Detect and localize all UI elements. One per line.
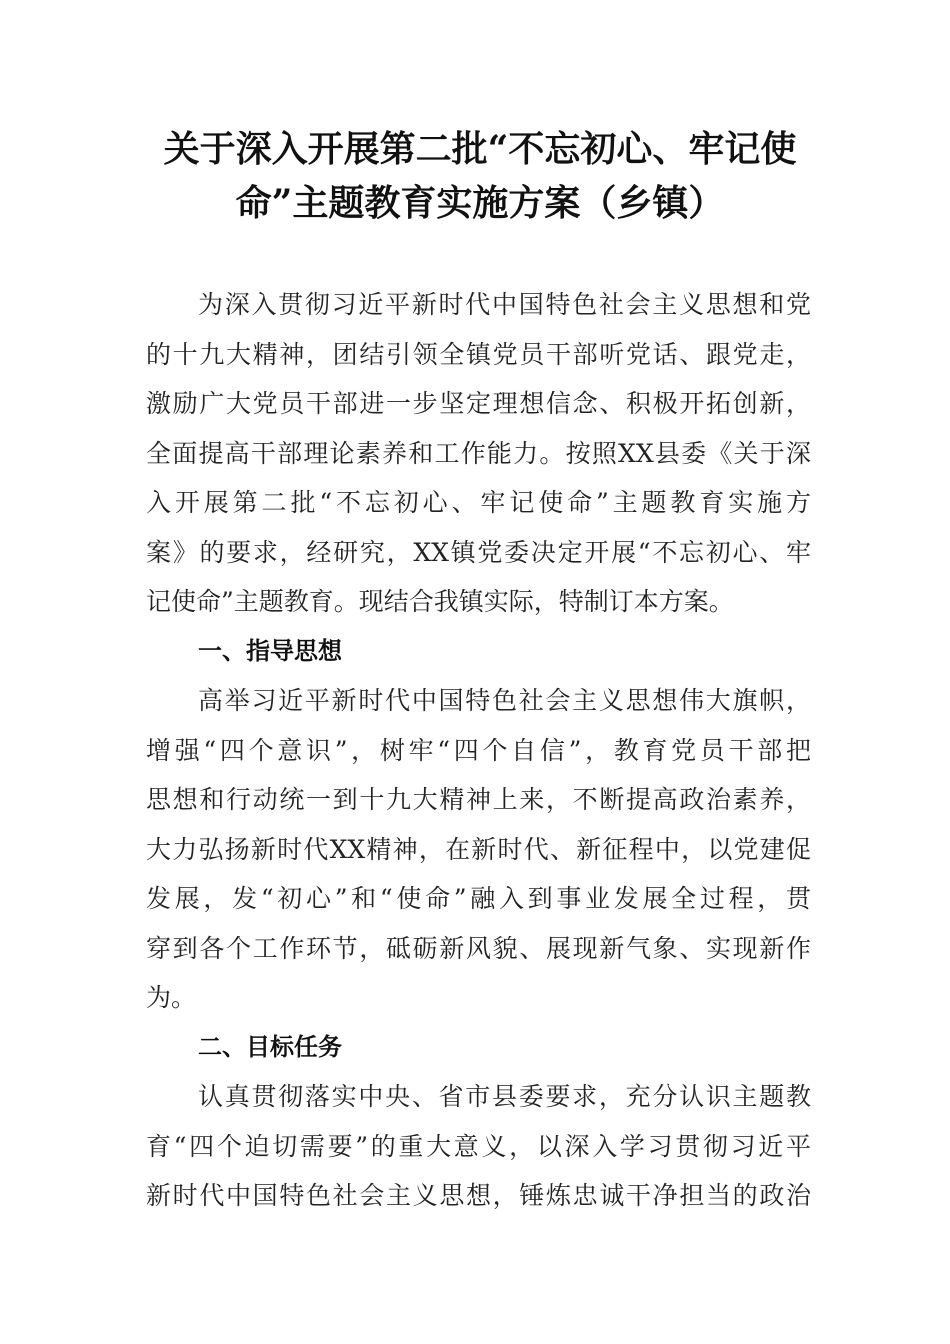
paragraph-line: 高举习近平新时代中国特色社会主义思想伟大旗帜， [198,686,811,715]
paragraph-line: 全面提高干部理论素养和工作能力。按照XX县委《关于深 [146,438,811,468]
paragraph-line: 大力弘扬新时代XX精神，在新时代、新征程中，以党建促 [146,834,811,864]
title-line: 命”主题教育实施方案（乡镇） [235,182,725,224]
paragraph-line: 入开展第二批“不忘初心、牢记使命”主题教育实施方 [146,488,811,517]
paragraph-line: 记使命”主题教育。现结合我镇实际，特制订本方案。 [146,587,734,616]
paragraph-line: 穿到各个工作环节，砥砺新风貌、展现新气象、实现新作 [146,933,811,963]
section-heading: 一、指导思想 [198,636,342,665]
paragraph-line: 激励广大党员干部进一步坚定理想信念、积极开拓创新， [146,389,811,418]
paragraph-line: 为深入贯彻习近平新时代中国特色社会主义思想和党 [198,290,811,319]
paragraph-line: 认真贯彻落实中央、省市县委要求，充分认识主题教 [198,1082,811,1111]
paragraph-line: 发展，发“初心”和“使命”融入到事业发展全过程，贯 [146,884,811,913]
paragraph-line: 新时代中国特色社会主义思想，锤炼忠诚干净担当的政治 [146,1181,811,1210]
section-heading: 二、目标任务 [198,1032,342,1061]
paragraph-line: 思想和行动统一到十九大精神上来，不断提高政治素养， [146,785,811,814]
paragraph-line: 案》的要求，经研究，XX镇党委决定开展“不忘初心、牢 [146,537,811,567]
document-title [150,122,810,230]
paragraph-line: 为。 [146,983,197,1012]
document-body [146,280,811,1221]
paragraph-line: 育“四个迫切需要”的重大意义，以深入学习贯彻习近平 [146,1131,811,1161]
paragraph-line: 增强“四个意识”，树牢“四个自信”，教育党员干部把 [146,735,811,765]
paragraph-line: 的十九大精神，团结引领全镇党员干部听党话、跟党走， [146,339,811,369]
title-line: 关于深入开展第二批“不忘初心、牢记使 [163,128,797,170]
